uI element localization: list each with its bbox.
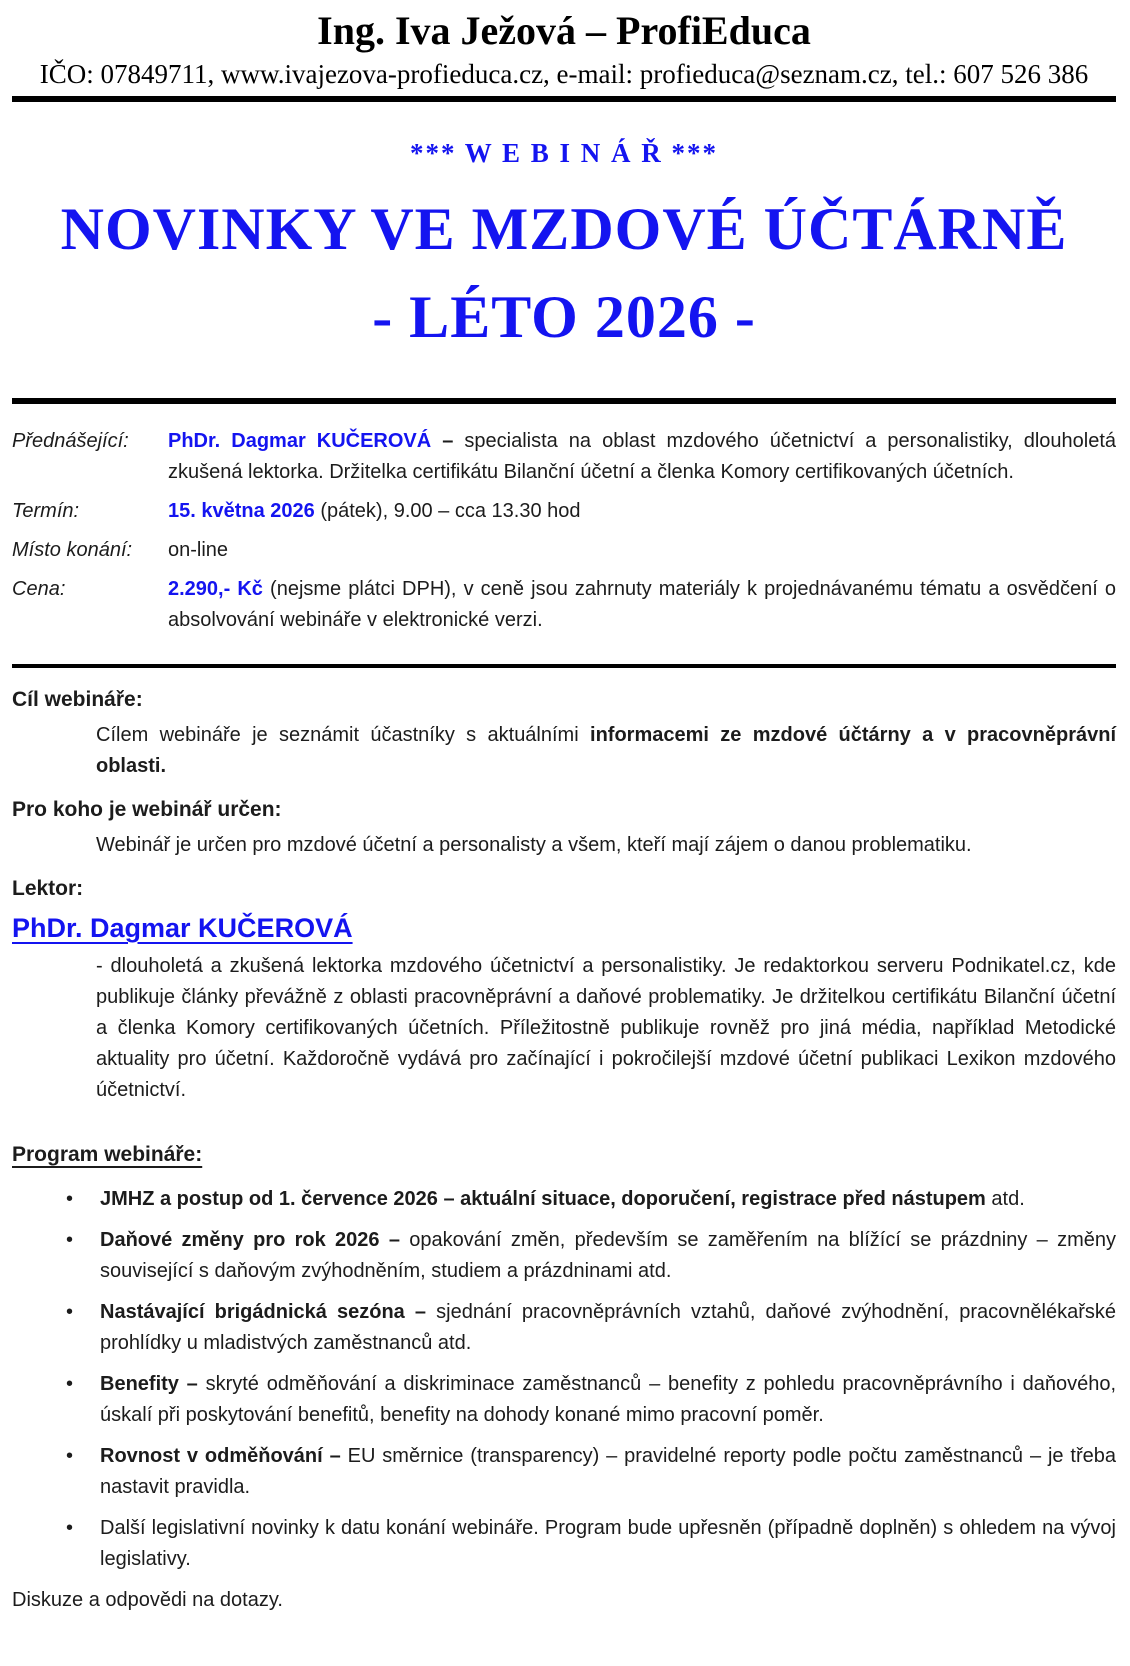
program-item-bold: Daňové změny pro rok 2026 – (100, 1229, 400, 1251)
lecturer-heading: Lektor: (12, 877, 84, 900)
page-title-line1: NOVINKY VE MZDOVÉ ÚČTÁRNĚ (60, 196, 1068, 262)
program-item (12, 1297, 1116, 1359)
program-item-rest: sjednání pracovněprávních vztahů, daňové zvýhodnění, pracovnělékařské prohlídky u mladistvých zaměstnanců atd. (100, 1301, 1116, 1354)
program-item-rest: Další legislativní novinky k datu konání webináře. Program bude upřesněn (případně doplněn) s ohledem na vývoj legislativy. (100, 1517, 1116, 1570)
section-lecturer (12, 875, 1116, 1106)
bullet-icon: • (66, 1373, 74, 1395)
price-rest: (nejsme plátci DPH), v ceně jsou zahrnuty materiály k projednávanému tématu a osvědčení o absolvování webináře v elektronické verzi. (168, 578, 1117, 631)
audience-heading: Pro koho je webinář určen: (12, 798, 282, 821)
price-highlight: 2.290,- Kč (168, 578, 263, 600)
program-item (12, 1184, 1116, 1215)
program-item-bold: Nastávající brigádnická sezóna – (100, 1301, 427, 1323)
page-title-line2: - LÉTO 2026 - (372, 284, 756, 350)
date-label: Termín: (12, 500, 80, 522)
company-title: Ing. Iva Ježová – ProfiEduca (317, 8, 811, 53)
goal-paragraph (96, 720, 1116, 782)
program-item-bold: Benefity – (100, 1373, 198, 1395)
section-rule (12, 664, 1116, 668)
place-value: on-line (168, 539, 229, 561)
goal-text-regular: Cílem webináře je seznámit účastníky s aktuálními (96, 724, 591, 746)
program-item-bold: Rovnost v odměňování – (100, 1445, 341, 1467)
speaker-name: PhDr. Dagmar KUČEROVÁ (168, 430, 432, 452)
lecturer-name-link[interactable]: PhDr. Dagmar KUČEROVÁ (12, 913, 353, 943)
speaker-label: Přednášející: (12, 430, 129, 452)
program-item (12, 1441, 1116, 1503)
program-item-rest: EU směrnice (transparency) – pravidelné reporty podle počtu zaměstnanců – je třeba nastavit pravidla. (100, 1445, 1116, 1498)
webinar-banner: *** W E B I N Á Ř *** (409, 138, 719, 168)
program-item-rest: skryté odměňování a diskriminace zaměstnanců – benefity z pohledu pracovněprávního i daňového, úskalí při poskytování benefitů, benefity na dohody konané mimo pracovní poměr. (100, 1373, 1117, 1426)
program-item (12, 1225, 1116, 1287)
program-item-rest: opakování změn, především se zaměřením na blížící se prázdniny – změny související s daňovým zvýhodněním, studiem a prázdninami atd. (100, 1229, 1116, 1282)
date-rest: (pátek), 9.00 – cca 13.30 hod (314, 500, 581, 522)
letterhead (12, 8, 1116, 102)
bullet-icon: • (66, 1301, 74, 1323)
date-value (168, 496, 1116, 527)
lecturer-bio: - dlouholetá a zkušená lektorka mzdového účetnictví a personalistiky. Je redaktorkou serveru Podnikatel.cz, kde publikuje články převážně z oblasti pracovněprávní a daňové problematiky. Je držitelkou certifikátu Bilanční účetní a členka Komory certifikovaných účetních. Příležitostně publikuje rovněž pro jiná média, například Metodické aktuality pro účetní. Každoročně vydává pro začínající i pokročilejší mzdové účetní publikaci Lexikon mzdového účetnictví. (96, 955, 1116, 1101)
page (12, 8, 1116, 1616)
section-program (12, 1140, 1116, 1575)
program-item-bold: JMHZ a postup od 1. července 2026 – aktuální situace, doporučení, registrace před nástupem (100, 1188, 986, 1210)
closing-note: Diskuze a odpovědi na dotazy. (12, 1589, 283, 1611)
price-label: Cena: (12, 578, 66, 600)
speaker-description: specialista na oblast mzdového účetnictví a personalistiky, dlouholetá zkušená lektorka. Držitelka certifikátu Bilanční účetní a členka Komory certifikovaných účetních. (168, 430, 1116, 483)
goal-heading: Cíl webináře: (12, 688, 143, 711)
program-item-rest: atd. (985, 1188, 1025, 1210)
program-list (12, 1184, 1116, 1575)
audience-paragraph: Webinář je určen pro mzdové účetní a personalisty a všem, kteří mají zájem o danou problematiku. (96, 834, 972, 856)
date-highlight: 15. května 2026 (168, 500, 315, 522)
bullet-icon: • (66, 1445, 74, 1467)
program-heading: Program webináře: (12, 1143, 203, 1166)
section-goal (12, 686, 1116, 782)
place-label: Místo konání: (12, 539, 133, 561)
speaker-dash: – (431, 430, 465, 452)
bullet-icon: • (66, 1188, 74, 1210)
double-rule-mid (12, 398, 1116, 404)
company-contact-line: IČO: 07849711, www.ivajezova-profieduca.cz, e-mail: profieduca@seznam.cz, tel.: 607 526 386 (39, 59, 1089, 89)
bullet-icon: • (66, 1229, 74, 1251)
event-details-table (12, 426, 1116, 636)
program-item (12, 1369, 1116, 1431)
section-audience (12, 796, 1116, 861)
program-item (12, 1513, 1116, 1575)
double-rule-top (12, 96, 1116, 102)
goal-text-bold: informacemi ze mzdové účtárny a v pracovněprávní oblasti. (96, 724, 1117, 777)
price-value (168, 574, 1116, 636)
speaker-value (168, 426, 1116, 488)
bullet-icon: • (66, 1517, 74, 1539)
